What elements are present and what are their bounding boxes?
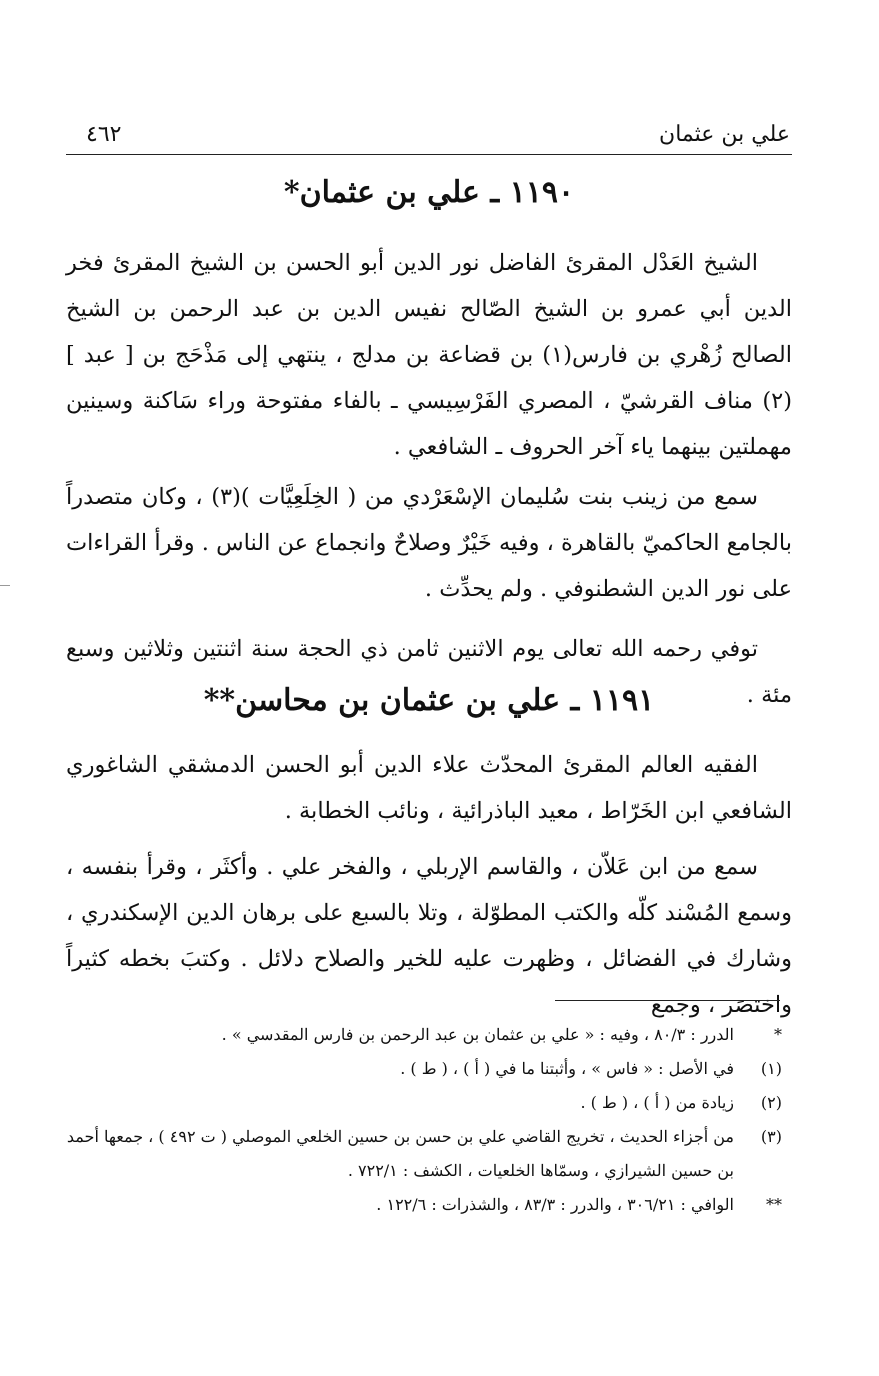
footnote-item — [66, 1052, 792, 1086]
running-head — [66, 118, 792, 155]
footnote-mark: * — [774, 1025, 782, 1044]
running-title: علي بن عثمان — [659, 122, 790, 147]
footnote-text: في الأصل : « فاس » ، وأثبتنا ما في ( أ ) ، ( ط ) . — [400, 1059, 734, 1078]
footnote-mark: (١) — [760, 1059, 782, 1078]
paragraph-1190-death: توفي رحمه الله تعالى يوم الاثنين ثامن ذي الحجة سنة اثنتين وثلاثين وسبع مئة . — [66, 636, 792, 708]
footnote-item — [66, 1120, 792, 1188]
page-number: ٤٦٢ — [86, 122, 122, 147]
footnote-text: من أجزاء الحديث ، تخريج القاضي علي بن حسن بن حسين الخلعي الموصلي ( ت ٤٩٢ ) ، جمعها أحمد بن حسين الشيرازي ، وسمّاها الخلعيات ، الكشف : ٧٢٢/١ . — [66, 1127, 734, 1180]
paragraph-1190-lineage: الشيخ العَدْل المقرئ الفاضل نور الدين أبو الحسن بن الشيخ المقرئ فخر الدين أبي عمرو بن الشيخ الصّالح نفيس الدين بن عبد الرحمن بن الشيخ الصالح زُهْري بن فارس(١) بن قضاعة بن مدلج ، ينتهي إلى مَذْحَج بن [ عبد ](٢) مناف القرشيّ ، المصري الفَرْسِيسي ـ بالفاء مفتوحة وراء سَاكنة وسينين مهملتين بينهما ياء آخر الحروف ـ الشافعي . — [66, 250, 792, 460]
paragraph-1191-study: سمع من ابن عَلاّن ، والقاسم الإربلي ، والفخر علي . وأكثَر ، وقرأ بنفسه ، وسمع المُسْند كلّه والكتب المطوّلة ، وتلا بالسبع على برهان الدين الإسكندري ، وشارك في الفضائل ، وظهرت عليه للخير والصلاح دلائل . وكتبَ بخطه كثيراً واختصَر ، وجمع — [66, 854, 792, 1018]
paragraph-1191-titles: الفقيه العالم المقرئ المحدّث علاء الدين أبو الحسن الدمشقي الشاغوري الشافعي ابن الخَرّاط ، معيد الباذرائية ، ونائب الخطابة . — [66, 752, 792, 824]
footnote-separator — [555, 1000, 780, 1001]
footnote-item — [66, 1086, 792, 1120]
footnotes — [66, 1018, 792, 1222]
footnote-item — [66, 1188, 792, 1222]
entry-title-1191: ١١٩١ ـ علي بن عثمان بن محاسن** — [203, 683, 655, 718]
footnote-item — [66, 1018, 792, 1052]
footnote-text: الوافي : ٣٠٦/٢١ ، والدرر : ٨٣/٣ ، والشذرات : ١٢٢/٦ . — [376, 1195, 734, 1214]
footnote-mark: ** — [766, 1195, 782, 1214]
paragraph-1190-study: سمع من زينب بنت سُليمان الإسْعَرْدي من ( الخِلَعِيَّات )(٣) ، وكان متصدراً بالجامع الحاكميّ بالقاهرة ، وفيه خَيْرٌ وصلاحٌ وانجماع عن الناس . وقرأ القراءات على نور الدين الشطنوفي . ولم يحدِّث . — [66, 484, 792, 602]
footnote-text: زيادة من ( أ ) ، ( ط ) . — [580, 1093, 734, 1112]
footnote-text: الدرر : ٨٠/٣ ، وفيه : « علي بن عثمان بن عبد الرحمن بن فارس المقدسي » . — [221, 1025, 734, 1044]
scan-edge-mark — [0, 585, 10, 586]
footnote-mark: (٢) — [760, 1093, 782, 1112]
entry-title-1190: ١١٩٠ ـ علي بن عثمان* — [283, 175, 575, 210]
footnote-mark: (٣) — [760, 1127, 782, 1146]
